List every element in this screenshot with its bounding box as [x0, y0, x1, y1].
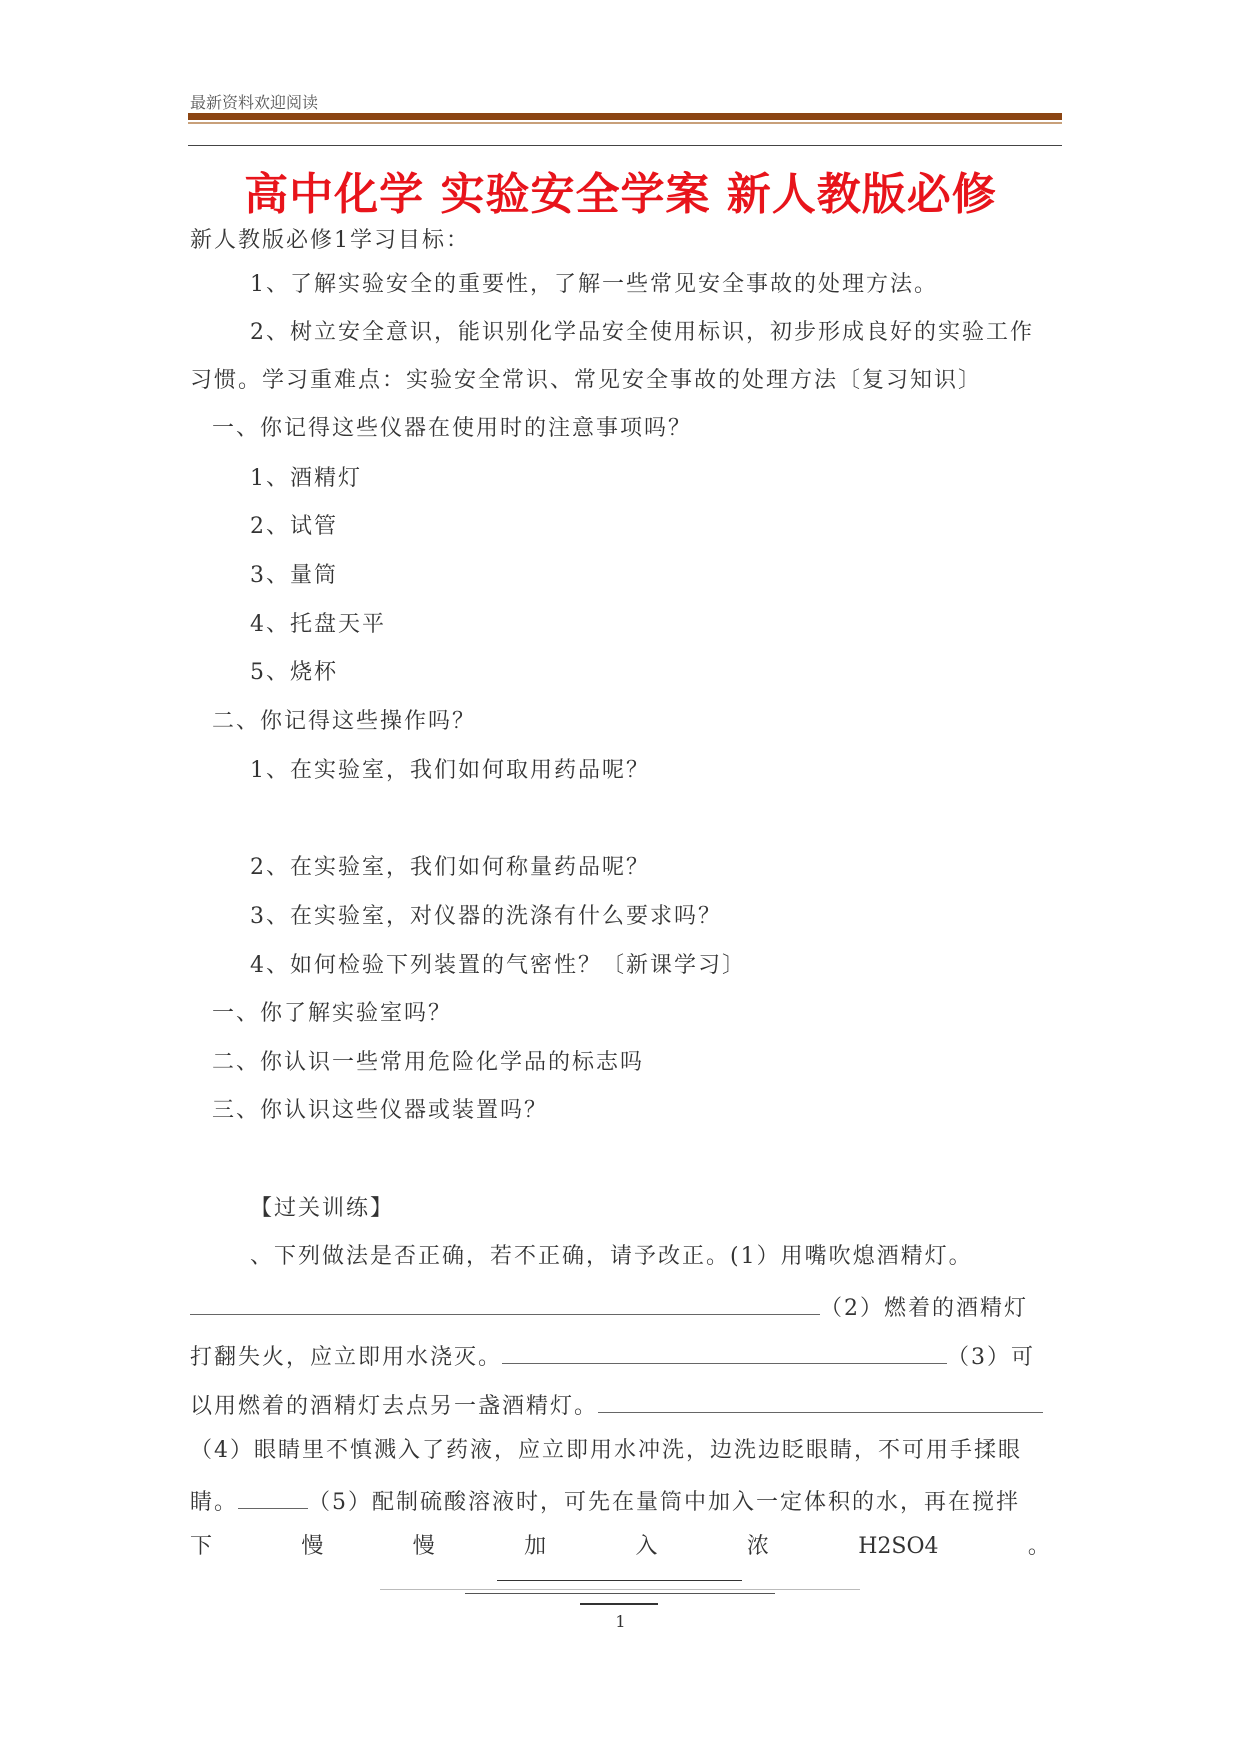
section1-item: 5、烧杯	[250, 660, 338, 685]
exercise-line-5: （4）眼睛里不慎溅入了药液，应立即用水冲洗，边洗边眨眼睛，不可用手揉眼	[190, 1438, 1022, 1463]
exercise-line-7	[190, 1532, 1050, 1562]
footer-rule-light	[380, 1589, 860, 1590]
answer-blank[interactable]	[502, 1339, 947, 1364]
spread-word: 入	[635, 1534, 658, 1559]
spread-word: 加	[524, 1534, 547, 1559]
spread-word: 下	[190, 1534, 213, 1559]
page-number: 1	[615, 1612, 626, 1631]
answer-underline	[497, 1580, 742, 1581]
exercise-line-3-tail: （3）可	[947, 1345, 1036, 1370]
spread-word: H2SO4	[858, 1534, 939, 1559]
objective-item-2-line2: 习惯。学习重难点：实验安全常识、常见安全事故的处理方法〔复习知识〕	[190, 368, 983, 393]
footer-rule-short	[580, 1603, 658, 1605]
header-text: 最新资料欢迎阅读	[190, 93, 319, 112]
exercise-heading: 【过关训练】	[250, 1196, 395, 1221]
exercise-line-1: 、下列做法是否正确，若不正确，请予改正。(1）用嘴吹熄酒精灯。	[250, 1244, 973, 1269]
exercise-line-6	[190, 1484, 1020, 1518]
section1-item: 3、量筒	[250, 563, 338, 588]
exercise-line-3-head: 打翻失火，应立即用水浇灭。	[190, 1345, 503, 1370]
section2-item: 4、如何检验下列装置的气密性？〔新课学习〕	[250, 953, 746, 978]
section2-heading: 二、你记得这些操作吗？	[212, 709, 477, 734]
footer-rule	[465, 1593, 775, 1594]
new-lesson-item: 三、你认识这些仪器或装置吗？	[212, 1098, 549, 1123]
section1-item: 1、酒精灯	[250, 466, 362, 491]
exercise-line-3	[190, 1339, 1035, 1373]
objectives-heading: 新人教版必修1学习目标：	[190, 228, 470, 253]
objective-item-1: 1、了解实验安全的重要性，了解一些常见安全事故的处理方法。	[250, 272, 938, 297]
section1-item: 4、托盘天平	[250, 612, 386, 637]
section1-heading: 一、你记得这些仪器在使用时的注意事项吗？	[212, 416, 693, 441]
section2-item: 1、在实验室，我们如何取用药品呢？	[250, 758, 650, 783]
header-rule-thick	[188, 113, 1062, 120]
exercise-line-4	[190, 1388, 1043, 1422]
answer-blank[interactable]	[238, 1484, 308, 1509]
spread-word: 。	[1027, 1534, 1050, 1559]
answer-blank[interactable]	[598, 1388, 1043, 1413]
exercise-line-2	[190, 1290, 1028, 1324]
new-lesson-item: 一、你了解实验室吗？	[212, 1001, 453, 1026]
section1-item: 2、试管	[250, 514, 338, 539]
header-rule-thin	[188, 122, 1062, 124]
objective-item-2-line1: 2、树立安全意识，能识别化学品安全使用标识，初步形成良好的实验工作	[250, 320, 1034, 345]
header-rule	[188, 145, 1062, 146]
spread-word: 慢	[301, 1534, 324, 1559]
document-title: 高中化学 实验安全学案 新人教版必修	[244, 169, 997, 220]
exercise-line-4-head: 以用燃着的酒精灯去点另一盏酒精灯。	[190, 1394, 599, 1419]
answer-blank[interactable]	[190, 1290, 820, 1315]
spread-word: 浓	[746, 1534, 769, 1559]
exercise-line-2-text: （2）燃着的酒精灯	[820, 1296, 1028, 1321]
exercise-line-6-tail: （5）配制硫酸溶液时，可先在量筒中加入一定体积的水，再在搅拌	[308, 1490, 1021, 1515]
section2-item: 3、在实验室，对仪器的洗涤有什么要求吗？	[250, 904, 722, 929]
new-lesson-item: 二、你认识一些常用危险化学品的标志吗	[212, 1050, 645, 1075]
exercise-line-6-head: 睛。	[190, 1490, 239, 1515]
section2-item: 2、在实验室，我们如何称量药品呢？	[250, 855, 650, 880]
spread-word: 慢	[412, 1534, 435, 1559]
